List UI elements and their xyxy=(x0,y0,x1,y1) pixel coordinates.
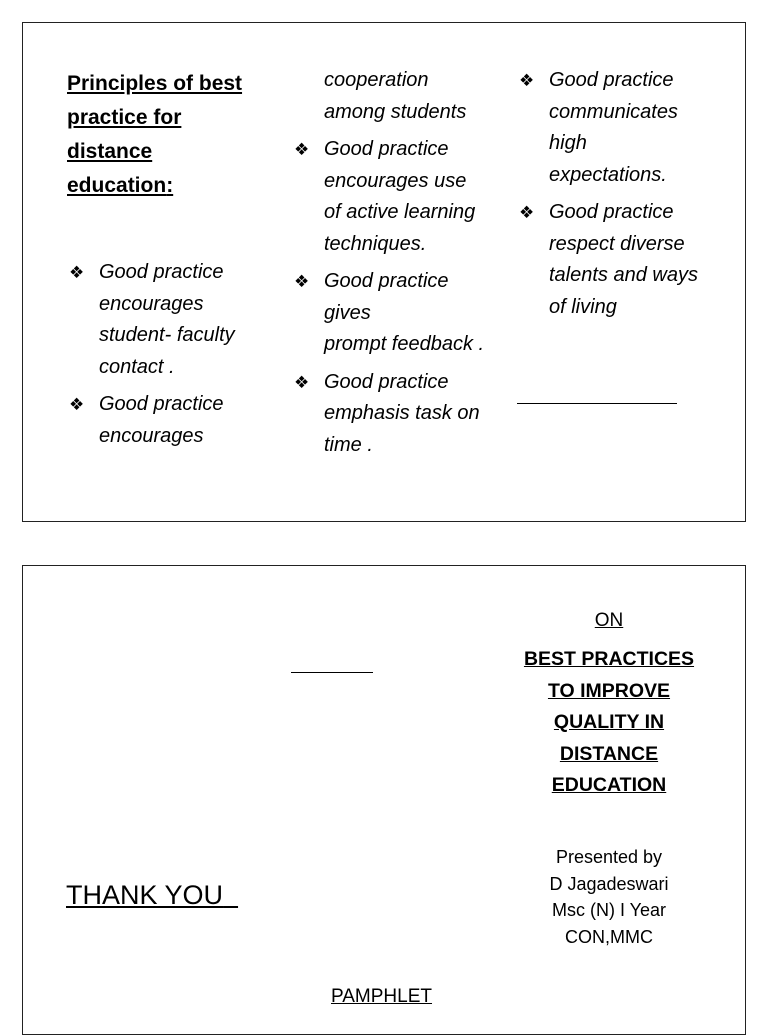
bullet-text: Good practice xyxy=(324,270,449,292)
bullet-text: of active learning xyxy=(324,201,476,223)
bullet-text: respect diverse xyxy=(549,232,685,255)
bullet-text: Good practice xyxy=(549,69,674,91)
bullet-text: student- faculty xyxy=(99,324,235,346)
bullet-item xyxy=(519,65,733,191)
pamphlet-label: PAMPHLET xyxy=(331,986,433,1007)
diamond-bullet-icon: ❖ xyxy=(294,272,310,291)
title-line: DISTANCE xyxy=(559,742,659,765)
diamond-bullet-icon: ❖ xyxy=(69,395,85,414)
bullet-item xyxy=(519,197,733,323)
bullet-continuation xyxy=(308,65,518,128)
bullet-text: gives xyxy=(324,301,371,324)
bullet-text: Good practice xyxy=(324,138,449,160)
column-1 xyxy=(67,67,267,458)
divider-line xyxy=(291,672,373,673)
heading-line: Principles of best xyxy=(67,72,243,95)
pamphlet-title xyxy=(507,644,711,802)
title-line: EDUCATION xyxy=(551,774,667,796)
presenter-name: D Jagadeswari xyxy=(549,873,669,894)
bullet-item xyxy=(294,367,518,462)
diamond-bullet-icon: ❖ xyxy=(519,71,535,90)
title-block xyxy=(507,610,711,802)
bullet-text: contact . xyxy=(99,355,175,378)
title-line: TO IMPROVE xyxy=(547,679,671,702)
bullet-text: of living xyxy=(549,295,617,318)
bullet-text: time . xyxy=(324,433,373,456)
bullet-text: Good practice xyxy=(324,370,449,393)
bullet-item xyxy=(69,257,267,383)
inside-panel xyxy=(22,22,746,522)
divider-line xyxy=(517,403,677,404)
presenter-course: Msc (N) I Year xyxy=(551,900,667,920)
bullet-text: encourages use xyxy=(324,169,467,192)
bullet-text: talents and ways xyxy=(549,264,698,286)
heading-colon: : xyxy=(166,174,174,197)
bullet-item xyxy=(294,266,518,361)
title-line: QUALITY IN xyxy=(553,711,665,733)
bullet-text: Good practice xyxy=(549,201,674,223)
title-line: BEST PRACTICES xyxy=(523,648,695,670)
bullet-item xyxy=(294,134,518,260)
principles-heading xyxy=(67,67,267,203)
bullet-text: emphasis task on xyxy=(324,402,480,424)
presented-by-label: Presented by xyxy=(555,847,663,867)
bullet-text: encourages xyxy=(99,424,204,447)
bullet-text: expectations. xyxy=(549,163,667,186)
diamond-bullet-icon: ❖ xyxy=(294,372,310,392)
cover-panel xyxy=(22,565,746,1035)
column-2 xyxy=(294,65,518,467)
presenter-institution: CON,MMC xyxy=(565,926,653,947)
diamond-bullet-icon: ❖ xyxy=(519,203,535,222)
bullet-text: encourages xyxy=(99,292,204,315)
bullet-text: communicates xyxy=(549,100,678,123)
bullet-text: prompt feedback . xyxy=(324,333,485,355)
heading-line: practice for xyxy=(67,106,182,129)
presenter-block xyxy=(507,844,711,950)
thank-you-text: THANK YOU xyxy=(66,880,224,910)
bullet-text: Good practice xyxy=(99,393,224,415)
bullet-text: high xyxy=(549,132,587,154)
bullet-text: Good practice xyxy=(99,261,224,283)
heading-line: education xyxy=(67,174,167,197)
heading-line: distance xyxy=(67,140,153,163)
column-3 xyxy=(519,65,733,329)
bullet-text: among students xyxy=(324,100,467,123)
diamond-bullet-icon: ❖ xyxy=(294,140,310,159)
on-label: ON xyxy=(594,610,624,631)
bullet-item xyxy=(69,389,267,452)
bullet-text: cooperation xyxy=(324,69,429,91)
bullet-text: techniques. xyxy=(324,232,427,255)
diamond-bullet-icon: ❖ xyxy=(69,263,85,282)
